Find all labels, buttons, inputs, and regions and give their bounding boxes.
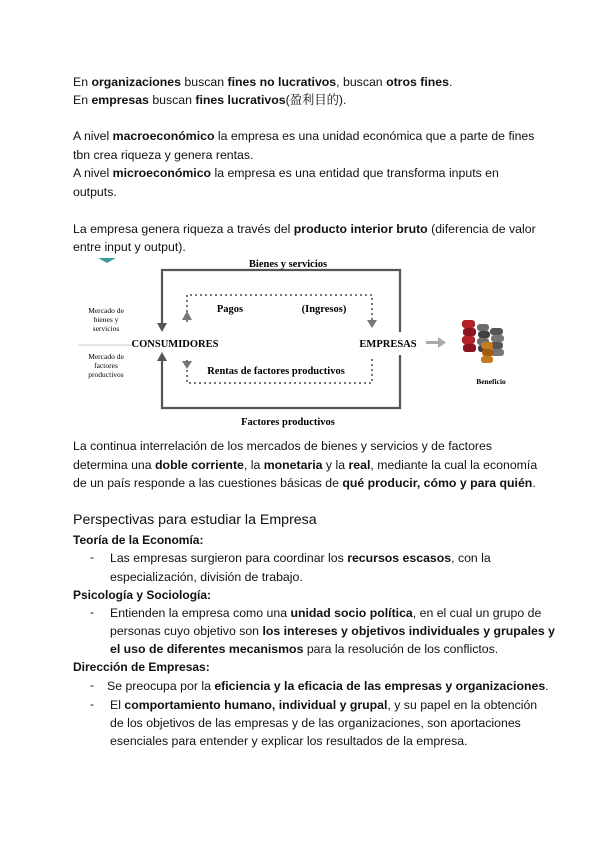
text: En xyxy=(73,75,92,89)
bold-text: macroeconómico xyxy=(112,129,215,143)
arrow-down-icon xyxy=(157,323,167,332)
mercado-bienes-2: bienes y xyxy=(93,315,119,324)
text: , y su papel en la obtención xyxy=(387,698,538,712)
text: Se preocupa por la xyxy=(107,679,215,693)
subheading-direccion: Dirección de Empresas: xyxy=(73,660,210,674)
bold-text: los intereses y objetivos individuales y grupales y xyxy=(262,624,555,638)
circular-flow-diagram xyxy=(60,258,540,430)
flow-line-1: La continua interrelación de los mercados de bienes y servicios y de factores xyxy=(73,439,493,453)
text: (盈利目的). xyxy=(285,93,347,107)
text: , en el cual un grupo de xyxy=(412,606,542,620)
text: , con la xyxy=(451,551,491,565)
text: . xyxy=(545,679,549,693)
intro-line-2 xyxy=(73,92,346,108)
teal-mark xyxy=(98,258,116,263)
psico-line-2 xyxy=(110,623,555,639)
text: Las empresas surgieron para coordinar los xyxy=(110,551,348,565)
mercado-factores-1: Mercado de xyxy=(88,352,124,361)
label-pagos: Pagos xyxy=(216,304,244,315)
label-consumidores: CONSUMIDORES xyxy=(131,339,219,350)
mercado-factores-3: productivos xyxy=(88,370,124,379)
direccion-line-1 xyxy=(107,678,549,694)
bold-text: microeconómico xyxy=(112,166,212,180)
dash-bullet: - xyxy=(90,678,94,692)
arrow-down-icon xyxy=(182,361,192,369)
economia-line-2: especialización, división de trabajo. xyxy=(110,570,303,584)
bold-text: fines no lucrativos xyxy=(227,75,337,89)
label-beneficio: Beneficio xyxy=(476,377,506,386)
bold-text: unidad socio política xyxy=(290,606,413,620)
text: personas cuyo objetivo son xyxy=(110,624,263,638)
bold-text: organizaciones xyxy=(91,75,181,89)
flow-line-3 xyxy=(73,475,536,491)
bold-text: recursos escasos xyxy=(347,551,452,565)
text: La empresa genera riqueza a través del xyxy=(73,222,294,236)
bold-text: el uso de diferentes mecanismos xyxy=(110,642,304,656)
section-heading: Perspectivas para estudiar la Empresa xyxy=(73,512,317,528)
bold-text: producto interior bruto xyxy=(293,222,428,236)
bold-text: doble corriente xyxy=(155,458,244,472)
mercado-factores-2: factores xyxy=(94,361,118,370)
text: determina una xyxy=(73,458,156,472)
label-bienes-servicios: Bienes y servicios xyxy=(248,259,328,270)
intro-line-1 xyxy=(73,74,452,90)
arrow-down-icon xyxy=(367,320,377,328)
text: En xyxy=(73,93,92,107)
dash-bullet: - xyxy=(90,605,94,619)
bold-text: qué producir, cómo y para quién xyxy=(342,476,533,490)
micro-line-2: outputs. xyxy=(73,185,117,199)
dash-bullet: - xyxy=(90,697,94,711)
bold-text: eficiencia y la eficacia de las empresas y organizaciones xyxy=(214,679,546,693)
text: A nivel xyxy=(73,166,113,180)
bold-text: fines lucrativos xyxy=(195,93,286,107)
subheading-economia: Teoría de la Economía: xyxy=(73,533,204,547)
dash-bullet: - xyxy=(90,550,94,564)
text: A nivel xyxy=(73,129,113,143)
bold-text: empresas xyxy=(91,93,149,107)
direccion-line-2 xyxy=(110,697,537,713)
arrow-up-icon xyxy=(182,311,192,320)
text: la empresa es una unidad económica que a parte de fines xyxy=(214,129,535,143)
text: (diferencia de valor xyxy=(427,222,536,236)
text: y la xyxy=(322,458,349,472)
mercado-bienes-1: Mercado de xyxy=(88,306,124,315)
text: , buscan xyxy=(336,75,387,89)
direccion-line-3: de los objetivos de las empresas y de las organizaciones, son aportaciones xyxy=(110,716,521,730)
text: para la resolución de los conflictos. xyxy=(303,642,499,656)
arrow-right-icon xyxy=(426,337,446,348)
text: buscan xyxy=(148,93,196,107)
label-factores: Factores productivos xyxy=(241,417,335,428)
direccion-line-4: esenciales para entender y explicar los resultados de la empresa. xyxy=(110,734,468,748)
text: El xyxy=(110,698,125,712)
coin-stack-icon xyxy=(462,320,504,363)
psico-line-1 xyxy=(110,605,541,621)
macro-line-2: tbn crea riqueza y genera rentas. xyxy=(73,148,254,162)
micro-line-1 xyxy=(73,165,499,181)
label-ingresos: (Ingresos) xyxy=(301,304,347,315)
arrow-up-icon xyxy=(157,352,167,361)
psico-line-3 xyxy=(110,641,498,657)
pib-line-2: entre input y output). xyxy=(73,240,186,254)
label-empresas: EMPRESAS xyxy=(359,339,417,350)
bold-text: otros fines xyxy=(386,75,449,89)
text: de un país responde a las cuestiones básicas de xyxy=(73,476,343,490)
text: la empresa es una entidad que transforma inputs en xyxy=(211,166,499,180)
pib-line-1 xyxy=(73,221,536,237)
subheading-psicologia: Psicología y Sociología: xyxy=(73,588,212,602)
economia-line-1 xyxy=(110,550,491,566)
text: , mediante la cual la economía xyxy=(370,458,538,472)
bold-text: monetaria xyxy=(263,458,323,472)
text: . xyxy=(448,75,453,89)
bold-text: real xyxy=(348,458,371,472)
text: Entienden la empresa como una xyxy=(110,606,291,620)
flow-line-2 xyxy=(73,457,537,473)
text: buscan xyxy=(181,75,228,89)
bold-text: comportamiento humano, individual y grupal xyxy=(124,698,388,712)
macro-line-1 xyxy=(73,128,534,144)
text: . xyxy=(532,476,536,490)
label-rentas: Rentas de factores productivos xyxy=(207,366,345,377)
text: , la xyxy=(243,458,264,472)
mercado-bienes-3: servicios xyxy=(92,324,120,333)
